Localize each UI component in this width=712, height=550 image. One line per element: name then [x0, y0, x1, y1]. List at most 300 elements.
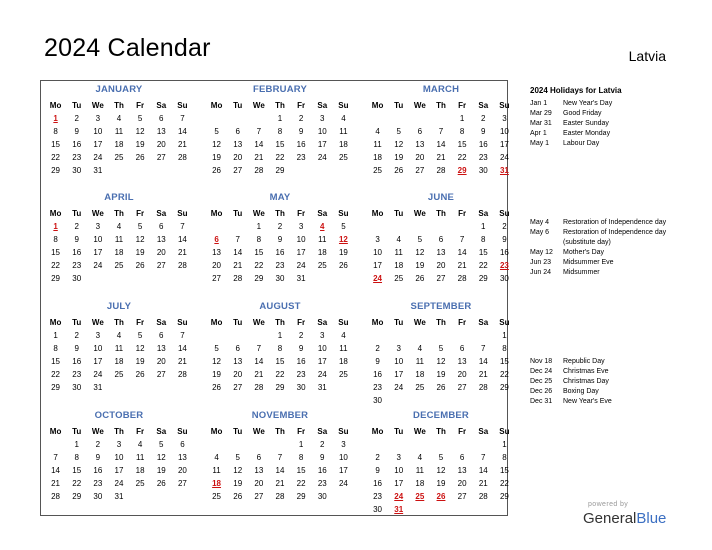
- day-cell[interactable]: 6: [159, 331, 164, 340]
- day-cell[interactable]: 10: [317, 127, 327, 136]
- day-cell[interactable]: 17: [317, 140, 327, 149]
- day-cell[interactable]: 6: [256, 453, 262, 462]
- day-cell[interactable]: 17: [373, 261, 383, 270]
- day-cell[interactable]: 27: [233, 166, 243, 175]
- day-cell[interactable]: 31: [93, 166, 103, 175]
- day-cell[interactable]: 3: [116, 440, 122, 449]
- day-cell[interactable]: 23: [499, 261, 509, 270]
- day-cell[interactable]: 21: [51, 479, 61, 488]
- day-cell[interactable]: 16: [275, 248, 285, 257]
- day-cell[interactable]: 4: [375, 127, 380, 136]
- day-cell[interactable]: 5: [214, 127, 219, 136]
- day-cell[interactable]: 30: [72, 166, 82, 175]
- day-cell[interactable]: 13: [436, 248, 446, 257]
- day-cell[interactable]: 2: [481, 114, 486, 123]
- day-cell[interactable]: 29: [275, 383, 285, 392]
- day-cell[interactable]: 14: [177, 127, 187, 136]
- day-cell[interactable]: 25: [373, 166, 383, 175]
- day-cell[interactable]: 6: [438, 235, 444, 244]
- day-cell[interactable]: 25: [135, 479, 145, 488]
- day-cell[interactable]: 27: [156, 153, 166, 162]
- day-cell[interactable]: 27: [254, 492, 264, 501]
- day-cell[interactable]: 12: [436, 466, 446, 475]
- day-cell[interactable]: 8: [502, 344, 507, 353]
- day-cell[interactable]: 17: [499, 140, 509, 149]
- day-cell[interactable]: 22: [499, 370, 509, 379]
- day-cell[interactable]: 4: [341, 114, 346, 123]
- day-cell[interactable]: 25: [415, 492, 425, 501]
- day-cell[interactable]: 17: [296, 248, 306, 257]
- day-cell[interactable]: 8: [481, 235, 486, 244]
- day-cell[interactable]: 14: [254, 140, 264, 149]
- day-cell[interactable]: 5: [417, 235, 423, 244]
- day-cell[interactable]: 19: [394, 153, 404, 162]
- day-cell[interactable]: 16: [72, 357, 82, 366]
- day-cell[interactable]: 11: [318, 235, 327, 244]
- day-cell[interactable]: 4: [396, 235, 401, 244]
- day-cell[interactable]: 24: [338, 479, 348, 488]
- day-cell[interactable]: 7: [277, 453, 283, 462]
- day-cell[interactable]: 24: [93, 153, 103, 162]
- day-cell[interactable]: 25: [212, 492, 222, 501]
- day-cell[interactable]: 22: [51, 261, 61, 270]
- day-cell[interactable]: 27: [436, 274, 446, 283]
- day-cell[interactable]: 20: [212, 261, 222, 270]
- day-cell[interactable]: 11: [415, 357, 424, 366]
- day-cell[interactable]: 27: [156, 261, 166, 270]
- day-cell[interactable]: 13: [156, 344, 166, 353]
- day-cell[interactable]: 30: [478, 166, 488, 175]
- day-cell[interactable]: 9: [277, 235, 283, 244]
- day-cell[interactable]: 2: [320, 440, 325, 449]
- day-cell[interactable]: 2: [298, 331, 304, 340]
- day-cell[interactable]: 6: [159, 222, 164, 231]
- day-cell[interactable]: 16: [317, 466, 327, 475]
- day-cell[interactable]: 20: [457, 370, 467, 379]
- day-cell[interactable]: 11: [135, 453, 145, 462]
- day-cell[interactable]: 1: [481, 222, 486, 231]
- day-cell[interactable]: 10: [296, 235, 306, 244]
- day-cell[interactable]: 6: [235, 344, 240, 353]
- day-cell[interactable]: 22: [72, 479, 82, 488]
- day-cell[interactable]: 21: [457, 261, 467, 270]
- day-cell[interactable]: 9: [502, 235, 507, 244]
- day-cell[interactable]: 29: [72, 492, 82, 501]
- day-cell[interactable]: 14: [177, 235, 187, 244]
- day-cell[interactable]: 14: [275, 466, 285, 475]
- day-cell[interactable]: 25: [114, 370, 124, 379]
- day-cell[interactable]: 21: [254, 153, 264, 162]
- day-cell[interactable]: 24: [93, 261, 103, 270]
- day-cell[interactable]: 3: [95, 331, 101, 340]
- day-cell[interactable]: 12: [135, 235, 145, 244]
- day-cell[interactable]: 15: [51, 248, 61, 257]
- day-cell[interactable]: 18: [338, 140, 348, 149]
- day-cell[interactable]: 12: [156, 453, 166, 462]
- day-cell[interactable]: 25: [415, 383, 425, 392]
- day-cell[interactable]: 24: [93, 370, 103, 379]
- day-cell[interactable]: 13: [254, 466, 264, 475]
- day-cell[interactable]: 30: [72, 274, 82, 283]
- day-cell[interactable]: 14: [233, 248, 243, 257]
- day-cell[interactable]: 7: [481, 344, 486, 353]
- day-cell[interactable]: 15: [51, 357, 61, 366]
- day-cell[interactable]: 14: [457, 248, 467, 257]
- day-cell[interactable]: 26: [233, 492, 243, 501]
- day-cell[interactable]: 4: [116, 222, 122, 231]
- day-cell[interactable]: 21: [275, 479, 285, 488]
- day-cell[interactable]: 3: [375, 235, 380, 244]
- day-cell[interactable]: 10: [317, 344, 327, 353]
- day-cell[interactable]: 23: [93, 479, 103, 488]
- day-cell[interactable]: 9: [298, 344, 304, 353]
- day-cell[interactable]: 12: [135, 127, 145, 136]
- day-cell[interactable]: 17: [93, 140, 103, 149]
- day-cell[interactable]: 18: [415, 370, 425, 379]
- day-cell[interactable]: 2: [375, 453, 380, 462]
- day-cell[interactable]: 20: [415, 153, 425, 162]
- day-cell[interactable]: 20: [233, 153, 243, 162]
- day-cell[interactable]: 19: [135, 140, 145, 149]
- day-cell[interactable]: 31: [93, 383, 103, 392]
- day-cell[interactable]: 27: [156, 370, 166, 379]
- day-cell[interactable]: 8: [74, 453, 79, 462]
- day-cell[interactable]: 5: [341, 222, 346, 231]
- day-cell[interactable]: 19: [415, 261, 425, 270]
- day-cell[interactable]: 26: [415, 274, 425, 283]
- day-cell[interactable]: 31: [114, 492, 124, 501]
- day-cell[interactable]: 30: [373, 396, 383, 405]
- day-cell[interactable]: 26: [135, 153, 145, 162]
- day-cell[interactable]: 22: [499, 479, 509, 488]
- day-cell[interactable]: 12: [212, 140, 222, 149]
- day-cell[interactable]: 30: [373, 505, 383, 514]
- day-cell[interactable]: 13: [156, 235, 166, 244]
- day-cell[interactable]: 21: [254, 370, 264, 379]
- day-cell[interactable]: 15: [51, 140, 61, 149]
- day-cell[interactable]: 26: [436, 492, 446, 501]
- day-cell[interactable]: 12: [233, 466, 243, 475]
- day-cell[interactable]: 24: [499, 153, 509, 162]
- day-cell[interactable]: 9: [74, 344, 79, 353]
- day-cell[interactable]: 3: [320, 114, 325, 123]
- day-cell[interactable]: 1: [74, 440, 79, 449]
- day-cell[interactable]: 3: [320, 331, 325, 340]
- day-cell[interactable]: 13: [457, 466, 467, 475]
- day-cell[interactable]: 18: [415, 479, 425, 488]
- day-cell[interactable]: 13: [415, 140, 425, 149]
- day-cell[interactable]: 15: [72, 466, 82, 475]
- day-cell[interactable]: 3: [298, 222, 304, 231]
- day-cell[interactable]: 28: [275, 492, 285, 501]
- day-cell[interactable]: 28: [51, 492, 61, 501]
- day-cell[interactable]: 2: [277, 222, 283, 231]
- day-cell[interactable]: 26: [338, 261, 348, 270]
- day-cell[interactable]: 5: [137, 331, 143, 340]
- day-cell[interactable]: 31: [499, 166, 509, 175]
- day-cell[interactable]: 16: [72, 248, 82, 257]
- day-cell[interactable]: 21: [436, 153, 446, 162]
- day-cell[interactable]: 19: [212, 153, 222, 162]
- day-cell[interactable]: 17: [114, 466, 124, 475]
- day-cell[interactable]: 22: [296, 479, 306, 488]
- day-cell[interactable]: 9: [320, 453, 325, 462]
- day-cell[interactable]: 4: [341, 331, 346, 340]
- day-cell[interactable]: 4: [116, 331, 122, 340]
- day-cell[interactable]: 29: [499, 492, 509, 501]
- day-cell[interactable]: 15: [254, 248, 264, 257]
- day-cell[interactable]: 1: [277, 331, 283, 340]
- day-cell[interactable]: 24: [394, 383, 404, 392]
- day-cell[interactable]: 11: [415, 466, 424, 475]
- day-cell[interactable]: 28: [436, 166, 446, 175]
- day-cell[interactable]: 3: [396, 344, 401, 353]
- day-cell[interactable]: 19: [135, 248, 145, 257]
- day-cell[interactable]: 11: [339, 127, 348, 136]
- day-cell[interactable]: 5: [159, 440, 164, 449]
- day-cell[interactable]: 3: [95, 222, 101, 231]
- day-cell[interactable]: 15: [275, 140, 285, 149]
- day-cell[interactable]: 21: [177, 357, 187, 366]
- day-cell[interactable]: 27: [415, 166, 425, 175]
- day-cell[interactable]: 8: [298, 453, 304, 462]
- day-cell[interactable]: 17: [93, 357, 103, 366]
- day-cell[interactable]: 29: [51, 274, 61, 283]
- day-cell[interactable]: 20: [436, 261, 446, 270]
- day-cell[interactable]: 7: [459, 235, 465, 244]
- day-cell[interactable]: 19: [233, 479, 243, 488]
- day-cell[interactable]: 9: [95, 453, 101, 462]
- day-cell[interactable]: 12: [135, 344, 145, 353]
- day-cell[interactable]: 24: [114, 479, 124, 488]
- day-cell[interactable]: 2: [74, 114, 79, 123]
- day-cell[interactable]: 28: [254, 166, 264, 175]
- day-cell[interactable]: 6: [159, 114, 164, 123]
- day-cell[interactable]: 11: [394, 248, 403, 257]
- day-cell[interactable]: 27: [457, 492, 467, 501]
- day-cell[interactable]: 8: [502, 453, 507, 462]
- day-cell[interactable]: 11: [339, 344, 348, 353]
- day-cell[interactable]: 9: [375, 466, 380, 475]
- day-cell[interactable]: 29: [51, 383, 61, 392]
- day-cell[interactable]: 4: [320, 222, 325, 231]
- day-cell[interactable]: 1: [502, 331, 507, 340]
- day-cell[interactable]: 26: [436, 383, 446, 392]
- day-cell[interactable]: 28: [177, 261, 187, 270]
- day-cell[interactable]: 16: [373, 479, 383, 488]
- day-cell[interactable]: 13: [233, 140, 243, 149]
- day-cell[interactable]: 18: [338, 357, 348, 366]
- day-cell[interactable]: 7: [180, 331, 185, 340]
- day-cell[interactable]: 13: [156, 127, 166, 136]
- day-cell[interactable]: 14: [177, 344, 187, 353]
- day-cell[interactable]: 23: [72, 370, 82, 379]
- day-cell[interactable]: 9: [74, 127, 79, 136]
- day-cell[interactable]: 26: [212, 166, 222, 175]
- day-cell[interactable]: 8: [256, 235, 262, 244]
- day-cell[interactable]: 18: [212, 479, 222, 488]
- day-cell[interactable]: 9: [375, 357, 380, 366]
- day-cell[interactable]: 16: [93, 466, 103, 475]
- day-cell[interactable]: 24: [296, 261, 306, 270]
- day-cell[interactable]: 1: [53, 114, 58, 123]
- day-cell[interactable]: 1: [277, 114, 283, 123]
- day-cell[interactable]: 20: [156, 248, 166, 257]
- day-cell[interactable]: 16: [296, 140, 306, 149]
- day-cell[interactable]: 7: [256, 344, 262, 353]
- day-cell[interactable]: 6: [459, 453, 465, 462]
- day-cell[interactable]: 25: [114, 261, 124, 270]
- day-cell[interactable]: 3: [502, 114, 507, 123]
- day-cell[interactable]: 15: [275, 357, 285, 366]
- day-cell[interactable]: 10: [499, 127, 509, 136]
- day-cell[interactable]: 24: [373, 274, 383, 283]
- day-cell[interactable]: 19: [436, 370, 446, 379]
- day-cell[interactable]: 11: [114, 344, 124, 353]
- day-cell[interactable]: 23: [373, 383, 383, 392]
- day-cell[interactable]: 5: [137, 222, 143, 231]
- day-cell[interactable]: 7: [180, 222, 185, 231]
- day-cell[interactable]: 1: [53, 331, 58, 340]
- day-cell[interactable]: 7: [481, 453, 486, 462]
- day-cell[interactable]: 5: [235, 453, 240, 462]
- day-cell[interactable]: 14: [478, 466, 488, 475]
- day-cell[interactable]: 11: [212, 466, 221, 475]
- day-cell[interactable]: 28: [177, 370, 187, 379]
- day-cell[interactable]: 18: [135, 466, 145, 475]
- day-cell[interactable]: 2: [74, 331, 79, 340]
- day-cell[interactable]: 8: [459, 127, 465, 136]
- day-cell[interactable]: 1: [502, 440, 507, 449]
- day-cell[interactable]: 8: [53, 235, 58, 244]
- day-cell[interactable]: 16: [478, 140, 488, 149]
- day-cell[interactable]: 11: [114, 235, 124, 244]
- day-cell[interactable]: 4: [116, 114, 122, 123]
- day-cell[interactable]: 4: [214, 453, 219, 462]
- day-cell[interactable]: 19: [338, 248, 348, 257]
- day-cell[interactable]: 19: [436, 479, 446, 488]
- day-cell[interactable]: 1: [298, 440, 304, 449]
- day-cell[interactable]: 10: [338, 453, 348, 462]
- day-cell[interactable]: 8: [53, 127, 58, 136]
- day-cell[interactable]: 22: [457, 153, 467, 162]
- day-cell[interactable]: 11: [373, 140, 382, 149]
- day-cell[interactable]: 20: [233, 370, 243, 379]
- day-cell[interactable]: 6: [180, 440, 185, 449]
- day-cell[interactable]: 31: [317, 383, 327, 392]
- day-cell[interactable]: 23: [296, 153, 306, 162]
- day-cell[interactable]: 9: [298, 127, 304, 136]
- day-cell[interactable]: 2: [502, 222, 507, 231]
- day-cell[interactable]: 16: [499, 248, 509, 257]
- day-cell[interactable]: 7: [235, 235, 240, 244]
- day-cell[interactable]: 27: [177, 479, 187, 488]
- day-cell[interactable]: 24: [317, 370, 327, 379]
- day-cell[interactable]: 12: [394, 140, 404, 149]
- day-cell[interactable]: 15: [478, 248, 488, 257]
- day-cell[interactable]: 30: [317, 492, 327, 501]
- day-cell[interactable]: 7: [53, 453, 58, 462]
- day-cell[interactable]: 10: [394, 466, 404, 475]
- day-cell[interactable]: 18: [114, 140, 124, 149]
- day-cell[interactable]: 25: [317, 261, 327, 270]
- day-cell[interactable]: 29: [457, 166, 467, 175]
- day-cell[interactable]: 8: [277, 127, 283, 136]
- day-cell[interactable]: 13: [212, 248, 222, 257]
- day-cell[interactable]: 26: [135, 261, 145, 270]
- day-cell[interactable]: 19: [135, 357, 145, 366]
- day-cell[interactable]: 10: [394, 357, 404, 366]
- day-cell[interactable]: 4: [417, 453, 423, 462]
- day-cell[interactable]: 25: [394, 274, 404, 283]
- day-cell[interactable]: 21: [478, 479, 488, 488]
- day-cell[interactable]: 10: [93, 344, 103, 353]
- day-cell[interactable]: 23: [72, 261, 82, 270]
- day-cell[interactable]: 17: [93, 248, 103, 257]
- day-cell[interactable]: 30: [93, 492, 103, 501]
- day-cell[interactable]: 18: [394, 261, 404, 270]
- day-cell[interactable]: 2: [298, 114, 304, 123]
- day-cell[interactable]: 14: [478, 357, 488, 366]
- day-cell[interactable]: 29: [254, 274, 264, 283]
- day-cell[interactable]: 22: [275, 370, 285, 379]
- day-cell[interactable]: 17: [338, 466, 348, 475]
- day-cell[interactable]: 17: [317, 357, 327, 366]
- day-cell[interactable]: 26: [156, 479, 166, 488]
- day-cell[interactable]: 24: [317, 153, 327, 162]
- day-cell[interactable]: 5: [137, 114, 143, 123]
- day-cell[interactable]: 28: [254, 383, 264, 392]
- day-cell[interactable]: 26: [394, 166, 404, 175]
- day-cell[interactable]: 25: [338, 370, 348, 379]
- day-cell[interactable]: 13: [233, 357, 243, 366]
- day-cell[interactable]: 28: [478, 383, 488, 392]
- day-cell[interactable]: 20: [156, 357, 166, 366]
- day-cell[interactable]: 30: [72, 383, 82, 392]
- day-cell[interactable]: 21: [233, 261, 243, 270]
- day-cell[interactable]: 29: [499, 383, 509, 392]
- day-cell[interactable]: 6: [417, 127, 423, 136]
- day-cell[interactable]: 5: [438, 453, 444, 462]
- day-cell[interactable]: 31: [394, 505, 404, 514]
- day-cell[interactable]: 10: [373, 248, 383, 257]
- day-cell[interactable]: 4: [417, 344, 423, 353]
- day-cell[interactable]: 1: [53, 222, 58, 231]
- day-cell[interactable]: 14: [436, 140, 446, 149]
- day-cell[interactable]: 6: [235, 127, 240, 136]
- day-cell[interactable]: 4: [137, 440, 143, 449]
- day-cell[interactable]: 20: [156, 140, 166, 149]
- day-cell[interactable]: 25: [114, 153, 124, 162]
- day-cell[interactable]: 7: [180, 114, 185, 123]
- day-cell[interactable]: 18: [317, 248, 327, 257]
- day-cell[interactable]: 17: [394, 479, 404, 488]
- day-cell[interactable]: 5: [438, 344, 444, 353]
- day-cell[interactable]: 7: [256, 127, 262, 136]
- day-cell[interactable]: 30: [296, 383, 306, 392]
- day-cell[interactable]: 18: [114, 357, 124, 366]
- day-cell[interactable]: 7: [438, 127, 444, 136]
- day-cell[interactable]: 12: [338, 235, 348, 244]
- day-cell[interactable]: 22: [275, 153, 285, 162]
- day-cell[interactable]: 27: [457, 383, 467, 392]
- day-cell[interactable]: 17: [394, 370, 404, 379]
- day-cell[interactable]: 23: [296, 370, 306, 379]
- day-cell[interactable]: 8: [53, 344, 58, 353]
- day-cell[interactable]: 3: [396, 453, 401, 462]
- day-cell[interactable]: 16: [373, 370, 383, 379]
- day-cell[interactable]: 14: [254, 357, 264, 366]
